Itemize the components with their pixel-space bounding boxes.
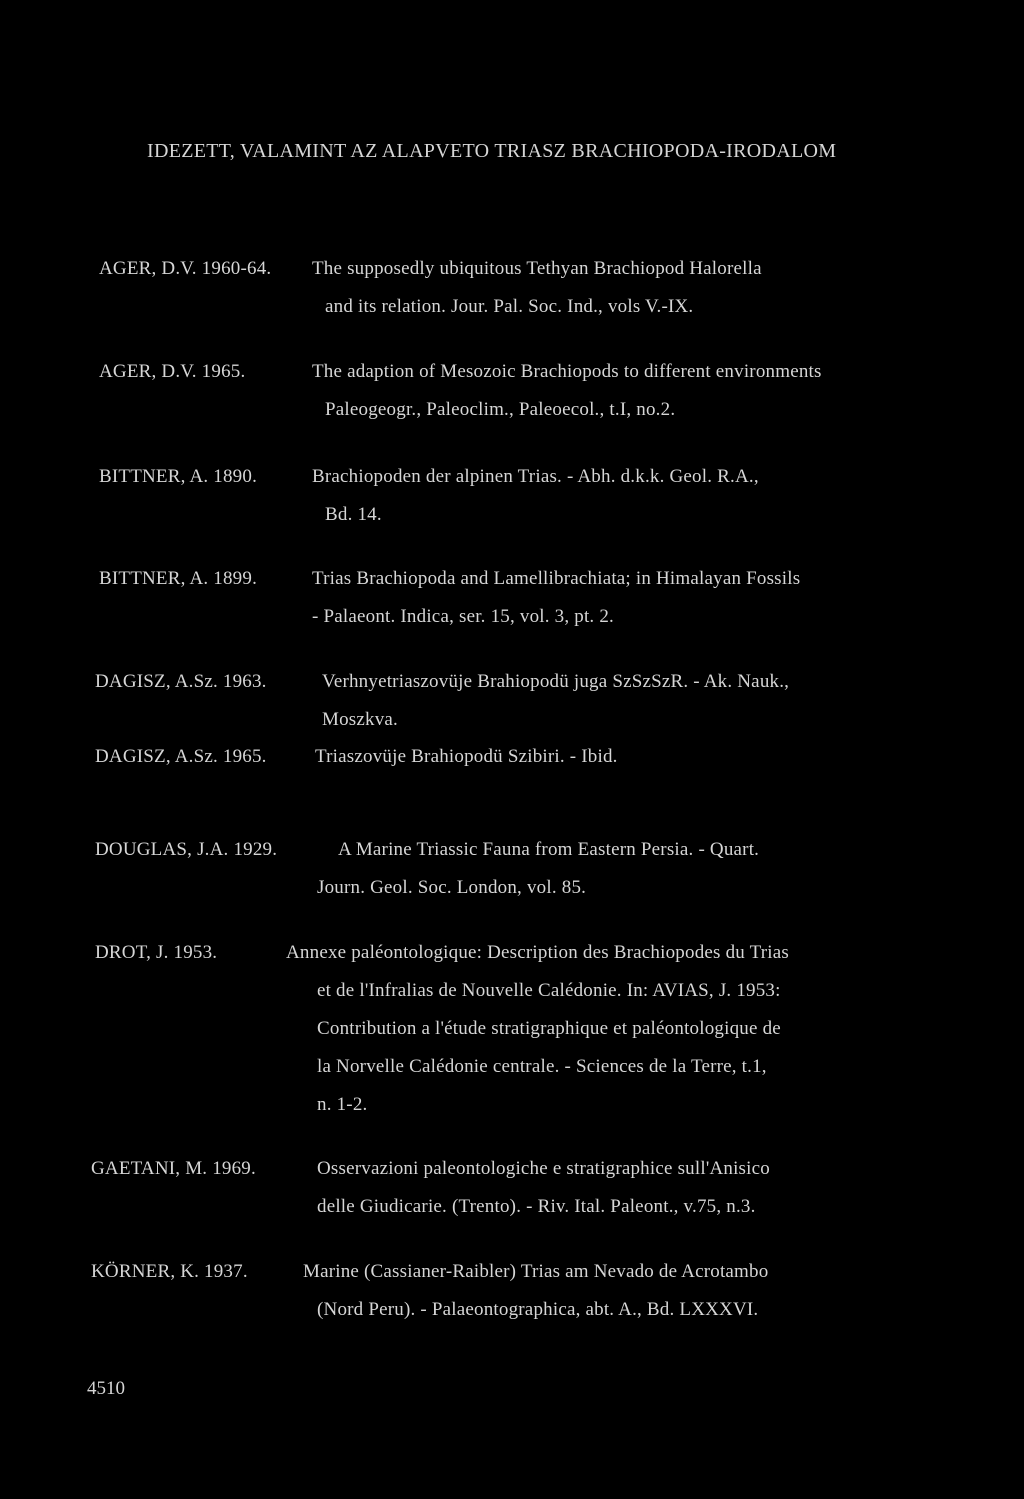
reference-text-line: n. 1-2. xyxy=(317,1094,368,1115)
reference-author: GAETANI, M. 1969. xyxy=(91,1158,256,1179)
reference-author: DROT, J. 1953. xyxy=(95,942,218,963)
reference-author: DAGISZ, A.Sz. 1963. xyxy=(95,671,267,692)
reference-text-line: Journ. Geol. Soc. London, vol. 85. xyxy=(317,877,587,898)
reference-author: DOUGLAS, J.A. 1929. xyxy=(95,839,278,860)
reference-text-line: Paleogeogr., Paleoclim., Paleoecol., t.I, no.2. xyxy=(325,399,676,420)
reference-text-line: and its relation. Jour. Pal. Soc. Ind., vols V.-IX. xyxy=(325,296,694,317)
reference-text-line: delle Giudicarie. (Trento). - Riv. Ital. Paleont., v.75, n.3. xyxy=(317,1196,756,1217)
reference-text-line: la Norvelle Calédonie centrale. - Sciences de la Terre, t.1, xyxy=(317,1056,767,1077)
reference-text-line: (Nord Peru). - Palaeontographica, abt. A., Bd. LXXXVI. xyxy=(317,1299,759,1320)
page-number: 4510 xyxy=(87,1378,125,1399)
reference-author: KÖRNER, K. 1937. xyxy=(91,1261,248,1282)
reference-text-line: Trias Brachiopoda and Lamellibrachiata; in Himalayan Fossils xyxy=(312,568,801,589)
reference-author: DAGISZ, A.Sz. 1965. xyxy=(95,746,267,767)
reference-author: BITTNER, A. 1890. xyxy=(99,466,258,487)
reference-text-line: Bd. 14. xyxy=(325,504,382,525)
reference-text-line: Annexe paléontologique: Description des Brachiopodes du Trias xyxy=(286,942,789,963)
reference-text-line: Marine (Cassianer-Raibler) Trias am Nevado de Acrotambo xyxy=(303,1261,769,1282)
reference-author: BITTNER, A. 1899. xyxy=(99,568,258,589)
reference-text-line: Verhnyetriaszovüje Brahiopodü juga SzSzSzR. - Ak. Nauk., xyxy=(322,671,790,692)
reference-author: AGER, D.V. 1965. xyxy=(99,361,246,382)
reference-text-line: et de l'Infralias de Nouvelle Calédonie. In: AVIAS, J. 1953: xyxy=(317,980,781,1001)
reference-text-line: The supposedly ubiquitous Tethyan Brachiopod Halorella xyxy=(312,258,762,279)
reference-text-line: Osservazioni paleontologiche e stratigraphice sull'Anisico xyxy=(317,1158,770,1179)
reference-text-line: Moszkva. xyxy=(322,709,399,730)
reference-text-line: Triaszovüje Brahiopodü Szibiri. - Ibid. xyxy=(315,746,618,767)
reference-author: AGER, D.V. 1960-64. xyxy=(99,258,272,279)
page-heading: IDEZETT, VALAMINT AZ ALAPVETO TRIASZ BRACHIOPODA-IRODALOM xyxy=(147,140,837,162)
reference-text-line: A Marine Triassic Fauna from Eastern Persia. - Quart. xyxy=(338,839,760,860)
reference-text-line: - Palaeont. Indica, ser. 15, vol. 3, pt. 2. xyxy=(312,606,614,627)
reference-text-line: Brachiopoden der alpinen Trias. - Abh. d.k.k. Geol. R.A., xyxy=(312,466,759,487)
reference-text-line: Contribution a l'étude stratigraphique et paléontologique de xyxy=(317,1018,781,1039)
reference-text-line: The adaption of Mesozoic Brachiopods to different environments xyxy=(312,361,822,382)
